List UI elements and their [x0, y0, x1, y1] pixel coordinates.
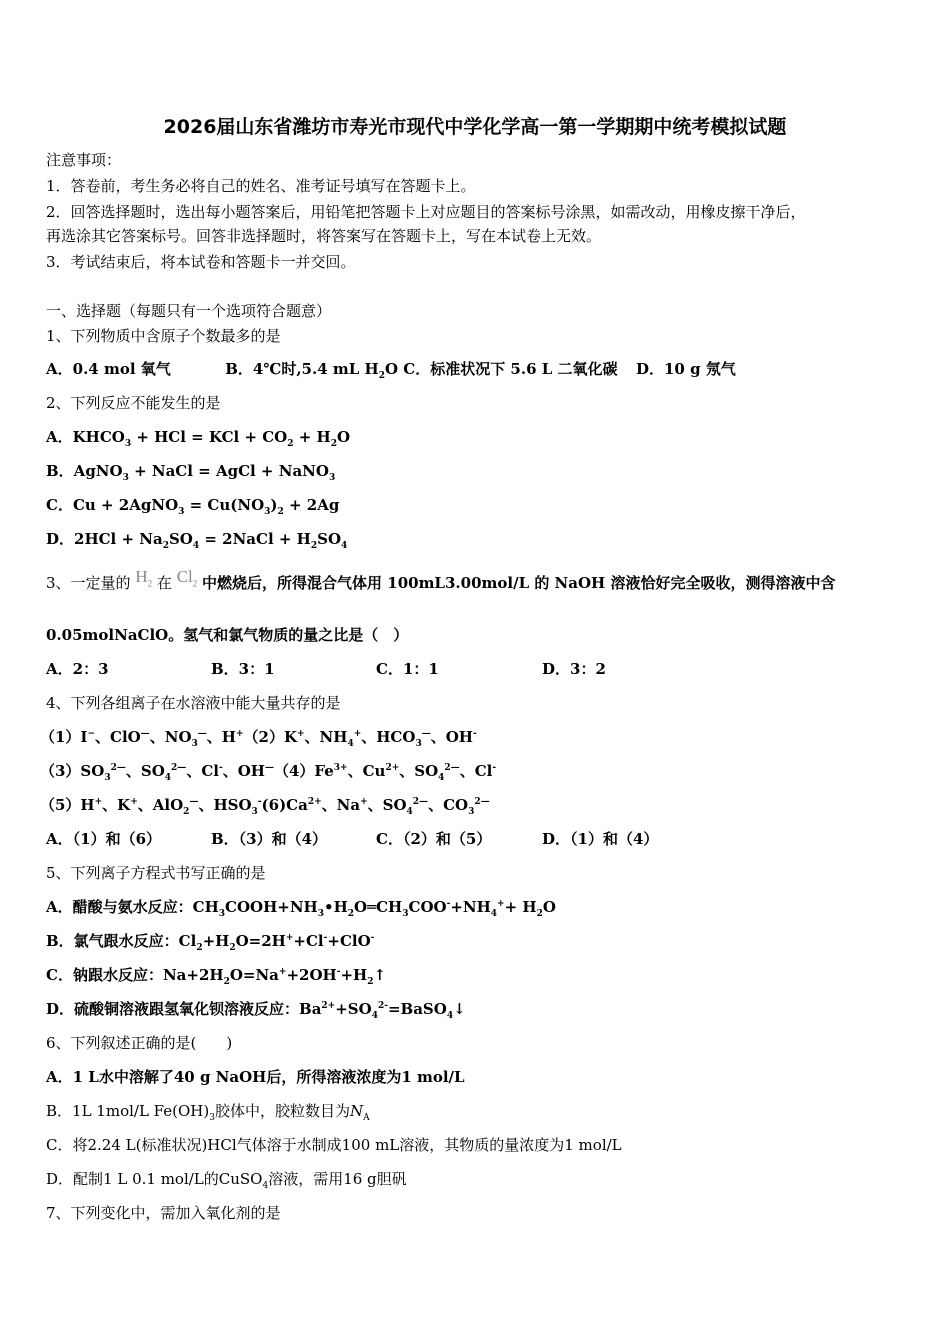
question-5-stem: 5、下列离子方程式书写正确的是: [46, 864, 266, 882]
notice-item-1: 1．答卷前，考生务必将自己的姓名、准考证号填写在答题卡上。: [46, 177, 476, 195]
q6-option-b: B．1L 1mol/L $Fe(OH)_3$胶体中，胶粒数目为$N_A$: [46, 1102, 370, 1123]
question-3-stem: 3、一定量的 $H_2$ 在 $Cl_2$ 中燃烧后，所得混合气体用 100mL3.00mol/L 的 NaOH 溶液恰好完全吸收，测得溶液中含: [46, 567, 836, 592]
section-heading: 一、选择题（每题只有一个选项符合题意）: [46, 302, 332, 320]
q2-option-c: C．Cu + 2AgNO$_3$ = $Cu(NO_3)_2 + 2Ag$: [46, 496, 340, 517]
question-6-stem: 6、下列叙述正确的是( ): [46, 1034, 233, 1052]
notice-item-2a: 2．回答选择题时，选出每小题答案后，用铅笔把答题卡上对应题目的答案标号涂黑，如需改动，用橡皮擦干净后，: [46, 203, 806, 221]
q4-option-a: A．（1）和（6）: [46, 830, 162, 848]
q2-option-b: B．AgNO$_3$ + NaCl = AgCl + NaNO$_3$: [46, 462, 336, 483]
q4-groups-5-6: （5）H+、K+、AlO$_2$—、$HSO_3^-(6)Ca^{2+}$、Na+、$SO_4^{2—}$、$CO_3^{2—}$: [40, 796, 490, 817]
question-3-stem-cont: 0.05molNaClO。氢气和氯气物质的量之比是（ ）: [46, 626, 409, 644]
question-2-stem: 2、下列反应不能发生的是: [46, 394, 221, 412]
question-7-stem: 7、下列变化中，需加入氧化剂的是: [46, 1204, 281, 1222]
q1-option-d: D．10 g 氖气: [635, 360, 736, 378]
question-4-stem: 4、下列各组离子在水溶液中能大量共存的是: [46, 694, 341, 712]
page-title: 2026届山东省潍坊市寿光市现代中学化学高一第一学期期中统考模拟试题: [163, 116, 787, 138]
q3-option-d: D．3：2: [542, 660, 606, 678]
q4-groups-3-4: $(3)SO_3^{2—}$、$SO_4^{2—}$、Cl-、$OH^—(4)Fe^{3+}$、$Cu^{2+}$、$SO_4^{2—}$、Cl-: [40, 762, 497, 783]
q2-option-a: A．$KHCO_3$ + HCl = KCl + $CO_2 + H_2O$: [46, 428, 351, 449]
q4-option-c: C．（2）和（5）: [376, 830, 492, 848]
notice-item-3: 3．考试结束后，将本试卷和答题卡一并交回。: [46, 253, 356, 271]
question-1-options: [46, 359, 736, 379]
q4-option-b: B．（3）和（4）: [211, 830, 328, 848]
q3-option-c: C．1：1: [376, 660, 439, 678]
q6-option-a: A．1 L水中溶解了40 g NaOH后，所得溶液浓度为1 mol/L: [46, 1068, 465, 1086]
q4-option-d: D．（1）和（4）: [542, 830, 659, 848]
q4-groups-1-2: （1）I−、ClO—、$NO_3^—$、H+（2）K+、$NH_4^+$、$HCO_3^—$、OH-: [40, 728, 477, 749]
q2-option-d: D．$2HCl + Na_2SO_4$ = 2NaCl + $H_2SO_4$: [46, 530, 348, 551]
q1-option-b: B．4℃时,5.4 mL $H_2O$: [225, 360, 399, 381]
q5-option-c: C．钠跟水反应：$Na+2H_2O=Na^++2OH^-+H_2↑$: [46, 966, 387, 987]
q3-option-b: B．3：1: [211, 660, 275, 678]
q6-option-d: D．配制1 L 0.1 mol/L的CuSO$_4$溶液，需用16 g胆矾: [46, 1170, 407, 1191]
q5-option-b: B．氯气跟水反应：$Cl_2+H_2O=2H^++Cl^-+ClO^-$: [46, 932, 375, 953]
h2-formula: $H_2$: [135, 567, 153, 589]
q3-option-a: A．2：3: [46, 660, 109, 678]
question-1-stem: 1、下列物质中含原子个数最多的是: [46, 327, 281, 345]
q1-option-c: C．标准状况下 5.6 L 二氧化碳: [403, 360, 618, 378]
notice-item-2b: 再选涂其它答案标号。回答非选择题时，将答案写在答题卡上，写在本试卷上无效。: [46, 227, 602, 245]
notice-heading: 注意事项：: [46, 151, 122, 169]
cl2-formula: $Cl_2$: [176, 567, 198, 589]
q5-option-d: D．硫酸铜溶液跟氢氧化钡溶液反应：$Ba^{2+}+SO_4^{2-}=BaSO_4↓$: [46, 1000, 466, 1021]
q5-option-a: A．醋酸与氨水反应：$CH_3COOH+NH_3•H_2O═CH_3COO^-+NH_4^++ H_2O$: [46, 898, 556, 919]
q1-option-a: A．0.4 mol 氧气: [46, 360, 171, 378]
q6-option-c: C．将2.24 L(标准状况)HCl气体溶于水制成100 mL溶液，其物质的量浓度为1 mol/L: [46, 1136, 622, 1154]
